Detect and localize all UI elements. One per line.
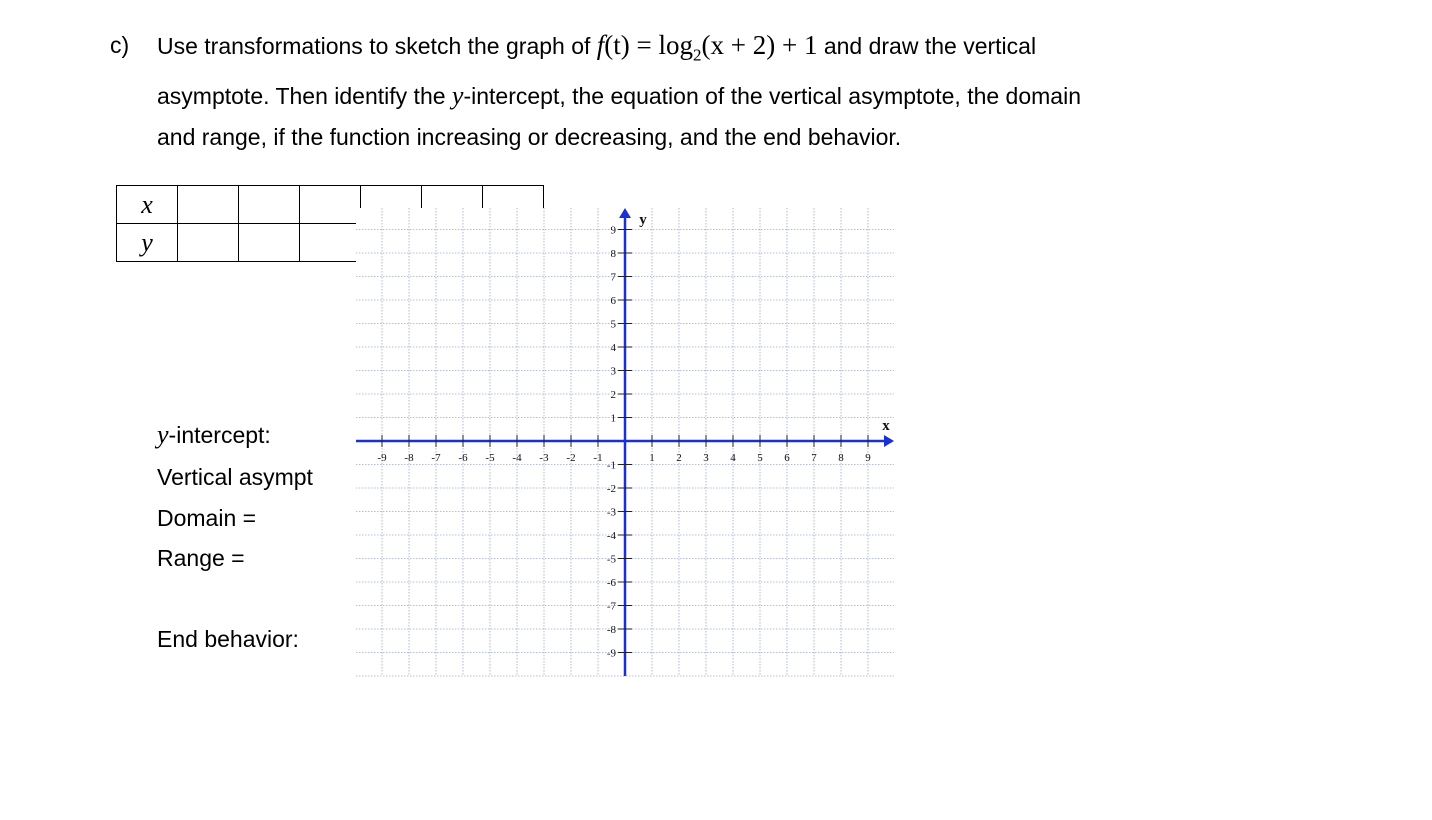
x-tick-label: -8 xyxy=(404,452,414,464)
x-tick-label: 9 xyxy=(865,452,871,464)
formula-f: f xyxy=(596,30,605,60)
y-tick-label: 5 xyxy=(610,318,616,331)
y-tick-label: -3 xyxy=(606,506,616,519)
table-label-y: y xyxy=(117,224,178,262)
line2-b: -intercept, the equation of the vertical asymptote, the domain xyxy=(463,83,1081,110)
y-tick-label: 9 xyxy=(610,224,616,237)
y-tick-label: -6 xyxy=(606,577,616,589)
domain-label: Domain = xyxy=(157,505,257,531)
y-intercept-text: -intercept: xyxy=(168,422,271,448)
x-tick-label: 7 xyxy=(811,452,817,464)
y-tick-label: -9 xyxy=(606,647,616,660)
formula-var: (t) xyxy=(604,30,630,60)
y-tick-label: -2 xyxy=(606,483,616,495)
y-tick-label: 1 xyxy=(610,412,616,425)
x-tick-label: 8 xyxy=(838,452,844,464)
line2-var: y xyxy=(451,81,464,111)
y-tick-label: -7 xyxy=(606,600,616,613)
y-tick-label: -8 xyxy=(606,624,616,636)
vertical-asymptote-label: Vertical asympt xyxy=(157,464,313,490)
y-tick-label: 2 xyxy=(610,389,616,401)
y-tick-label: -4 xyxy=(606,530,616,542)
y-tick-label: -5 xyxy=(606,553,616,566)
y-axis-label: y xyxy=(639,212,647,228)
x-tick-label: -2 xyxy=(566,452,576,464)
y-tick-label: -1 xyxy=(606,459,616,472)
formula-base: 2 xyxy=(693,45,702,65)
x-tick-label: -6 xyxy=(458,452,468,464)
x-tick-label: 4 xyxy=(730,452,736,464)
y-tick-label: 7 xyxy=(610,271,616,284)
x-tick-label: 6 xyxy=(784,452,790,464)
text-before: Use transformations to sketch the graph of xyxy=(157,33,591,59)
x-tick-label: -9 xyxy=(377,452,387,464)
table-label-x: x xyxy=(117,186,178,224)
text-after: and draw the vertical xyxy=(823,33,1037,59)
y-tick-label: 6 xyxy=(610,295,616,307)
question-label: c) xyxy=(110,32,130,58)
x-tick-label: -5 xyxy=(485,452,495,464)
y-intercept-var: y xyxy=(157,420,169,449)
x-tick-label: 5 xyxy=(757,452,763,464)
y-tick-label: 4 xyxy=(610,342,616,354)
x-tick-label: -7 xyxy=(431,452,441,464)
y-tick-label: 3 xyxy=(610,365,616,378)
line2-a: asymptote. Then identify the xyxy=(157,83,446,110)
line3: and range, if the function increasing or decreasing, and the end behavior. xyxy=(157,124,902,151)
x-tick-label: 2 xyxy=(676,452,682,464)
x-tick-label: -3 xyxy=(539,452,549,464)
end-behavior-label: End behavior: xyxy=(157,626,299,652)
x-axis-label: x xyxy=(882,418,890,434)
formula-arg: (x + 2) + 1 xyxy=(701,30,818,60)
formula-eq: = log xyxy=(629,30,694,60)
x-tick-label: -1 xyxy=(593,452,603,464)
range-label: Range = xyxy=(157,545,245,571)
x-tick-label: -4 xyxy=(512,452,522,464)
x-tick-label: 1 xyxy=(649,452,655,464)
x-tick-label: 3 xyxy=(703,452,709,464)
y-tick-label: 8 xyxy=(610,248,616,260)
